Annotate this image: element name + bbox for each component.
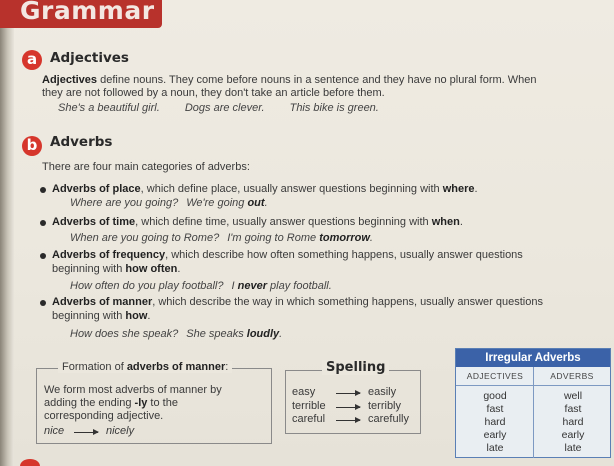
answer-bold: out [247, 197, 265, 209]
answer-post: . [264, 197, 268, 209]
spelling-to-2: terribly [368, 400, 402, 412]
answer-post: . [369, 232, 373, 244]
section-b-marker: b [22, 136, 42, 156]
table-cell-adv: late [564, 442, 582, 454]
column-divider [533, 367, 534, 458]
column-header-adjectives: ADJECTIVES [466, 371, 524, 381]
bullet-dot [40, 300, 46, 306]
spelling-from-3: careful [292, 413, 326, 425]
bullet-place-text: , which define place, usually answer questions beginning with [140, 183, 443, 195]
bullet-dot [40, 220, 46, 226]
bullet-dot [40, 187, 46, 193]
arrow-icon [74, 432, 98, 433]
answer-post: play football. [266, 280, 332, 292]
section-a-marker: a [22, 50, 42, 70]
bullet-manner-line2 [52, 310, 150, 323]
banner-title: Grammar [20, 0, 155, 25]
answer-bold: never [237, 280, 267, 292]
section-a-lead-bold: Adjectives [42, 74, 98, 86]
section-a-text-line2: they are not followed by a noun, they don't take an article before them. [42, 87, 385, 99]
column-header-adverbs: ADVERBS [550, 371, 594, 381]
answer-pre: I'm going to Rome [227, 232, 320, 244]
formation-line2-bold: -ly [134, 397, 148, 409]
arrow-icon [336, 420, 360, 421]
bullet-frequency-end: . [177, 263, 181, 275]
arrow-icon [336, 407, 360, 408]
spelling-to-3: carefully [368, 413, 409, 425]
formation-example-right: nicely [106, 425, 135, 437]
bullet-time-answer [227, 232, 373, 244]
example-2: Dogs are clever. [184, 102, 265, 114]
bullet-time-end: . [459, 216, 463, 228]
arrow-icon [336, 393, 360, 394]
bullet-time-example [70, 232, 373, 244]
example-3: This bike is green. [289, 102, 379, 114]
table-cell-adv: early [561, 429, 585, 441]
answer-pre: She speaks [186, 328, 247, 340]
bullet-frequency-keyword: how often [125, 263, 178, 275]
bullet-manner-end: . [147, 310, 151, 322]
formation-line1: We form most adverbs of manner by [44, 384, 222, 396]
grammar-banner [0, 0, 162, 28]
section-a-line1-text: define nouns. They come before nouns in a sentence and they have no plural form. When [97, 74, 537, 86]
section-b-title: Adverbs [50, 134, 113, 150]
bullet-frequency [52, 249, 612, 262]
table-cell-adv: well [563, 390, 583, 402]
answer-post: . [279, 328, 283, 340]
bullet-frequency-line2 [52, 263, 180, 276]
bullet-dot [40, 253, 46, 259]
bullet-place-question: Where are you going? [70, 197, 179, 209]
table-cell-adj: good [483, 390, 507, 402]
bullet-place-keyword: where [442, 183, 475, 195]
bullet-place-end: . [474, 183, 478, 195]
bullet-place-term: Adverbs of place [52, 183, 141, 195]
formation-line2-post: to the [147, 397, 178, 409]
section-a-title: Adjectives [50, 50, 129, 66]
table-cell-adv: hard [562, 416, 584, 428]
answer-pre: We're going [186, 197, 248, 209]
bullet-manner-text: , which describe the way in which something happens, usually answer questions [152, 296, 543, 308]
irregular-title: Irregular Adverbs [456, 349, 610, 367]
bullet-time-question: When are you going to Rome? [70, 232, 220, 244]
bullet-manner [52, 296, 612, 309]
bullet-manner-line2-text: beginning with [52, 310, 126, 322]
bullet-frequency-answer [232, 280, 332, 292]
bullet-frequency-example [70, 280, 332, 292]
table-cell-adj: early [483, 429, 507, 441]
bullet-manner-keyword: how [125, 310, 148, 322]
spelling-from-2: terrible [292, 400, 326, 412]
table-cell-adj: hard [484, 416, 506, 428]
bullet-frequency-text: , which describe how often something happens, usually answer questions [165, 249, 523, 261]
table-cell-adj: fast [486, 403, 504, 415]
answer-bold: tomorrow [319, 232, 370, 244]
formation-title-post: : [225, 361, 229, 373]
formation-line2-pre: adding the ending [44, 397, 135, 409]
bullet-time-term: Adverbs of time [52, 216, 136, 228]
bullet-time-keyword: when [431, 216, 460, 228]
table-cell-adv: fast [564, 403, 582, 415]
answer-bold: loudly [246, 328, 280, 340]
bullet-frequency-term: Adverbs of frequency [52, 249, 166, 261]
bullet-manner-answer [186, 328, 282, 340]
formation-title-pre: Formation of [62, 361, 127, 373]
bullet-manner-term: Adverbs of manner [52, 296, 153, 308]
formation-line3: corresponding adjective. [44, 410, 164, 422]
spelling-title: Spelling [322, 360, 389, 375]
answer-pre: I [231, 280, 238, 292]
table-cell-adj: late [486, 442, 504, 454]
bullet-manner-example [70, 328, 282, 340]
spelling-from-1: easy [292, 386, 316, 398]
irregular-adverbs-table [455, 348, 611, 458]
bullet-frequency-line2-text: beginning with [52, 263, 126, 275]
section-b-intro: There are four main categories of adverbs: [42, 161, 250, 173]
example-1: She's a beautiful girl. [58, 102, 160, 114]
formation-title [58, 361, 232, 373]
bullet-time [52, 216, 612, 229]
bullet-place [52, 183, 612, 196]
section-a-examples [58, 102, 401, 114]
bullet-time-text: , which define time, usually answer questions beginning with [135, 216, 432, 228]
bullet-manner-question: How does she speak? [70, 328, 179, 340]
formation-line2 [44, 397, 178, 410]
book-spine [0, 0, 14, 466]
formation-example-left: nice [44, 425, 65, 437]
bullet-place-example [70, 197, 268, 209]
spelling-to-1: easily [368, 386, 397, 398]
bullet-place-answer [186, 197, 267, 209]
formation-title-bold: adverbs of manner [126, 361, 226, 373]
bullet-frequency-question: How often do you play football? [70, 280, 224, 292]
next-section-marker [20, 459, 40, 466]
header-divider [456, 385, 610, 386]
section-a-text-line1 [42, 74, 612, 87]
